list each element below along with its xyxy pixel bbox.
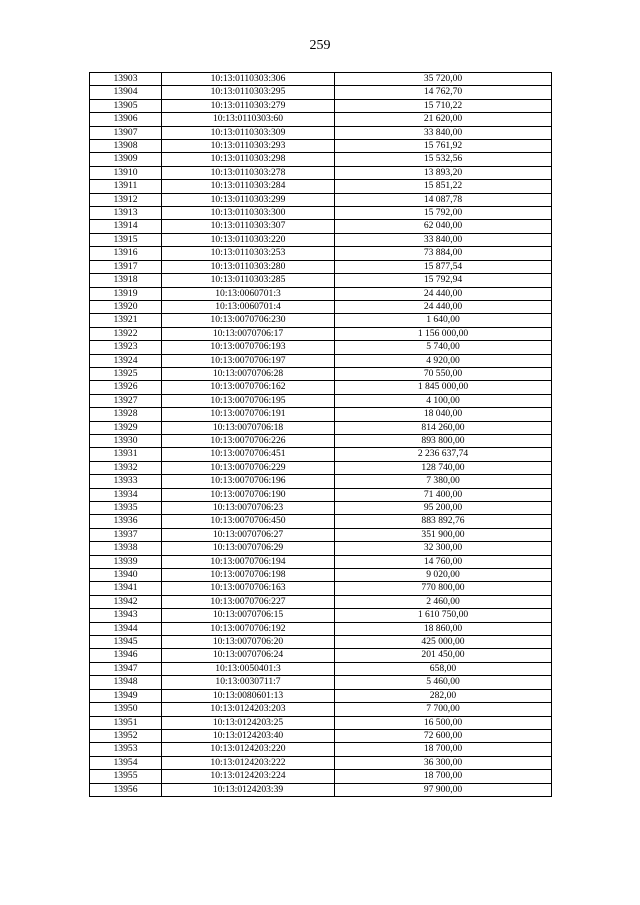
table-row: [90, 86, 552, 99]
value-cell: 15 532,56: [335, 153, 552, 166]
cadastral-number-cell: 10:13:0070706:229: [162, 461, 335, 474]
table-row: [90, 421, 552, 434]
table-row: [90, 99, 552, 112]
value-cell: 770 800,00: [335, 582, 552, 595]
cadastral-number-cell: 10:13:0070706:451: [162, 448, 335, 461]
cadastral-number-cell: 10:13:0070706:196: [162, 475, 335, 488]
table-row: [90, 676, 552, 689]
table-row: [90, 126, 552, 139]
value-cell: 18 040,00: [335, 408, 552, 421]
value-cell: 24 440,00: [335, 287, 552, 300]
row-number-cell: 13903: [90, 73, 162, 86]
cadastral-number-cell: 10:13:0110303:298: [162, 153, 335, 166]
row-number-cell: 13935: [90, 502, 162, 515]
row-number-cell: 13905: [90, 99, 162, 112]
value-cell: 70 550,00: [335, 367, 552, 380]
value-cell: 16 500,00: [335, 716, 552, 729]
row-number-cell: 13941: [90, 582, 162, 595]
value-cell: 1 610 750,00: [335, 609, 552, 622]
cadastral-number-cell: 10:13:0070706:226: [162, 434, 335, 447]
value-cell: 5 460,00: [335, 676, 552, 689]
cadastral-number-cell: 10:13:0070706:15: [162, 609, 335, 622]
row-number-cell: 13955: [90, 770, 162, 783]
table-row: [90, 193, 552, 206]
value-cell: 658,00: [335, 662, 552, 675]
table-row: [90, 381, 552, 394]
value-cell: 7 380,00: [335, 475, 552, 488]
row-number-cell: 13917: [90, 260, 162, 273]
value-cell: 33 840,00: [335, 233, 552, 246]
value-cell: 2 460,00: [335, 595, 552, 608]
value-cell: 201 450,00: [335, 649, 552, 662]
cadastral-number-cell: 10:13:0110303:60: [162, 113, 335, 126]
row-number-cell: 13947: [90, 662, 162, 675]
row-number-cell: 13931: [90, 448, 162, 461]
cadastral-number-cell: 10:13:0110303:220: [162, 233, 335, 246]
cadastral-number-cell: 10:13:0110303:307: [162, 220, 335, 233]
cadastral-number-cell: 10:13:0124203:39: [162, 783, 335, 796]
table-row: [90, 314, 552, 327]
value-cell: 2 236 637,74: [335, 448, 552, 461]
page-number: 259: [309, 38, 331, 53]
table-row: [90, 180, 552, 193]
cadastral-number-cell: 10:13:0070706:450: [162, 515, 335, 528]
value-cell: 4 100,00: [335, 394, 552, 407]
cadastral-number-cell: 10:13:0070706:28: [162, 367, 335, 380]
row-number-cell: 13953: [90, 743, 162, 756]
cadastral-number-cell: 10:13:0070706:195: [162, 394, 335, 407]
cadastral-number-cell: 10:13:0124203:222: [162, 756, 335, 769]
cadastral-number-cell: 10:13:0070706:192: [162, 622, 335, 635]
row-number-cell: 13950: [90, 703, 162, 716]
cadastral-number-cell: 10:13:0070706:18: [162, 421, 335, 434]
cadastral-number-cell: 10:13:0124203:203: [162, 703, 335, 716]
value-cell: 1 156 000,00: [335, 327, 552, 340]
value-cell: 35 720,00: [335, 73, 552, 86]
value-cell: 97 900,00: [335, 783, 552, 796]
value-cell: 13 893,20: [335, 166, 552, 179]
cadastral-number-cell: 10:13:0060701:3: [162, 287, 335, 300]
row-number-cell: 13949: [90, 689, 162, 702]
table-body: [90, 73, 552, 797]
table-row: [90, 649, 552, 662]
value-cell: 95 200,00: [335, 502, 552, 515]
row-number-cell: 13956: [90, 783, 162, 796]
table-row: [90, 233, 552, 246]
table-row: [90, 770, 552, 783]
table-row: [90, 394, 552, 407]
row-number-cell: 13942: [90, 595, 162, 608]
table-row: [90, 341, 552, 354]
value-cell: 62 040,00: [335, 220, 552, 233]
cadastral-number-cell: 10:13:0030711:7: [162, 676, 335, 689]
row-number-cell: 13946: [90, 649, 162, 662]
cadastral-number-cell: 10:13:0060701:4: [162, 300, 335, 313]
cadastral-number-cell: 10:13:0110303:284: [162, 180, 335, 193]
table-row: [90, 287, 552, 300]
table-row: [90, 327, 552, 340]
row-number-cell: 13920: [90, 300, 162, 313]
table-row: [90, 502, 552, 515]
cadastral-number-cell: 10:13:0070706:230: [162, 314, 335, 327]
cadastral-number-cell: 10:13:0070706:197: [162, 354, 335, 367]
value-cell: 72 600,00: [335, 729, 552, 742]
table-row: [90, 595, 552, 608]
row-number-cell: 13916: [90, 247, 162, 260]
row-number-cell: 13948: [90, 676, 162, 689]
table-row: [90, 703, 552, 716]
cadastral-number-cell: 10:13:0070706:29: [162, 542, 335, 555]
row-number-cell: 13922: [90, 327, 162, 340]
table-row: [90, 756, 552, 769]
value-cell: 4 920,00: [335, 354, 552, 367]
value-cell: 883 892,76: [335, 515, 552, 528]
row-number-cell: 13954: [90, 756, 162, 769]
table-row: [90, 448, 552, 461]
value-cell: 15 792,00: [335, 207, 552, 220]
table-row: [90, 354, 552, 367]
table-row: [90, 247, 552, 260]
table-row: [90, 528, 552, 541]
row-number-cell: 13904: [90, 86, 162, 99]
cadastral-number-cell: 10:13:0110303:300: [162, 207, 335, 220]
row-number-cell: 13927: [90, 394, 162, 407]
value-cell: 18 860,00: [335, 622, 552, 635]
value-cell: 14 760,00: [335, 555, 552, 568]
row-number-cell: 13906: [90, 113, 162, 126]
row-number-cell: 13925: [90, 367, 162, 380]
table-row: [90, 555, 552, 568]
value-cell: 14 087,78: [335, 193, 552, 206]
cadastral-number-cell: 10:13:0110303:299: [162, 193, 335, 206]
row-number-cell: 13928: [90, 408, 162, 421]
row-number-cell: 13926: [90, 381, 162, 394]
row-number-cell: 13939: [90, 555, 162, 568]
table-row: [90, 153, 552, 166]
table-row: [90, 716, 552, 729]
row-number-cell: 13918: [90, 274, 162, 287]
table-row: [90, 113, 552, 126]
table-row: [90, 140, 552, 153]
table-row: [90, 220, 552, 233]
table-row: [90, 434, 552, 447]
value-cell: 1 845 000,00: [335, 381, 552, 394]
cadastral-number-cell: 10:13:0110303:309: [162, 126, 335, 139]
table-row: [90, 73, 552, 86]
row-number-cell: 13909: [90, 153, 162, 166]
table-row: [90, 166, 552, 179]
value-cell: 73 884,00: [335, 247, 552, 260]
cadastral-number-cell: 10:13:0124203:224: [162, 770, 335, 783]
cadastral-number-cell: 10:13:0110303:278: [162, 166, 335, 179]
table-row: [90, 689, 552, 702]
value-cell: 24 440,00: [335, 300, 552, 313]
cadastral-number-cell: 10:13:0070706:163: [162, 582, 335, 595]
row-number-cell: 13933: [90, 475, 162, 488]
value-cell: 425 000,00: [335, 636, 552, 649]
cadastral-number-cell: 10:13:0050401:3: [162, 662, 335, 675]
table-row: [90, 274, 552, 287]
table-row: [90, 475, 552, 488]
cadastral-number-cell: 10:13:0110303:280: [162, 260, 335, 273]
cadastral-number-cell: 10:13:0070706:190: [162, 488, 335, 501]
row-number-cell: 13910: [90, 166, 162, 179]
table-row: [90, 260, 552, 273]
row-number-cell: 13912: [90, 193, 162, 206]
row-number-cell: 13923: [90, 341, 162, 354]
cadastral-value-table: [89, 72, 552, 797]
value-cell: 71 400,00: [335, 488, 552, 501]
cadastral-number-cell: 10:13:0110303:253: [162, 247, 335, 260]
table-row: [90, 783, 552, 796]
table-row: [90, 408, 552, 421]
value-cell: 36 300,00: [335, 756, 552, 769]
row-number-cell: 13938: [90, 542, 162, 555]
value-cell: 893 800,00: [335, 434, 552, 447]
table-row: [90, 207, 552, 220]
row-number-cell: 13940: [90, 569, 162, 582]
table-row: [90, 609, 552, 622]
table-row: [90, 488, 552, 501]
row-number-cell: 13943: [90, 609, 162, 622]
cadastral-number-cell: 10:13:0070706:23: [162, 502, 335, 515]
row-number-cell: 13913: [90, 207, 162, 220]
row-number-cell: 13924: [90, 354, 162, 367]
table-row: [90, 300, 552, 313]
value-cell: 15 710,22: [335, 99, 552, 112]
cadastral-number-cell: 10:13:0070706:17: [162, 327, 335, 340]
value-cell: 15 851,22: [335, 180, 552, 193]
cadastral-number-cell: 10:13:0124203:40: [162, 729, 335, 742]
table-row: [90, 622, 552, 635]
value-cell: 15 877,54: [335, 260, 552, 273]
table-row: [90, 461, 552, 474]
cadastral-number-cell: 10:13:0070706:24: [162, 649, 335, 662]
table-row: [90, 542, 552, 555]
cadastral-number-cell: 10:13:0110303:279: [162, 99, 335, 112]
row-number-cell: 13919: [90, 287, 162, 300]
value-cell: 814 260,00: [335, 421, 552, 434]
row-number-cell: 13944: [90, 622, 162, 635]
value-cell: 14 762,70: [335, 86, 552, 99]
row-number-cell: 13932: [90, 461, 162, 474]
value-cell: 15 761,92: [335, 140, 552, 153]
row-number-cell: 13921: [90, 314, 162, 327]
cadastral-number-cell: 10:13:0080601:13: [162, 689, 335, 702]
value-cell: 18 700,00: [335, 770, 552, 783]
cadastral-number-cell: 10:13:0070706:227: [162, 595, 335, 608]
cadastral-number-cell: 10:13:0070706:194: [162, 555, 335, 568]
cadastral-number-cell: 10:13:0070706:191: [162, 408, 335, 421]
cadastral-number-cell: 10:13:0070706:198: [162, 569, 335, 582]
row-number-cell: 13936: [90, 515, 162, 528]
table-row: [90, 569, 552, 582]
value-cell: 18 700,00: [335, 743, 552, 756]
row-number-cell: 13911: [90, 180, 162, 193]
cadastral-number-cell: 10:13:0070706:162: [162, 381, 335, 394]
value-cell: 21 620,00: [335, 113, 552, 126]
cadastral-number-cell: 10:13:0110303:295: [162, 86, 335, 99]
cadastral-number-cell: 10:13:0110303:306: [162, 73, 335, 86]
row-number-cell: 13937: [90, 528, 162, 541]
row-number-cell: 13915: [90, 233, 162, 246]
cadastral-number-cell: 10:13:0070706:20: [162, 636, 335, 649]
row-number-cell: 13934: [90, 488, 162, 501]
cadastral-number-cell: 10:13:0124203:220: [162, 743, 335, 756]
value-cell: 1 640,00: [335, 314, 552, 327]
table-row: [90, 743, 552, 756]
row-number-cell: 13908: [90, 140, 162, 153]
table-row: [90, 729, 552, 742]
row-number-cell: 13914: [90, 220, 162, 233]
value-cell: 5 740,00: [335, 341, 552, 354]
cadastral-number-cell: 10:13:0110303:293: [162, 140, 335, 153]
value-cell: 351 900,00: [335, 528, 552, 541]
value-cell: 7 700,00: [335, 703, 552, 716]
table-row: [90, 636, 552, 649]
cadastral-number-cell: 10:13:0070706:27: [162, 528, 335, 541]
table-row: [90, 367, 552, 380]
table-row: [90, 582, 552, 595]
cadastral-number-cell: 10:13:0070706:193: [162, 341, 335, 354]
value-cell: 9 020,00: [335, 569, 552, 582]
row-number-cell: 13930: [90, 434, 162, 447]
value-cell: 33 840,00: [335, 126, 552, 139]
value-cell: 15 792,94: [335, 274, 552, 287]
row-number-cell: 13945: [90, 636, 162, 649]
value-cell: 128 740,00: [335, 461, 552, 474]
row-number-cell: 13907: [90, 126, 162, 139]
row-number-cell: 13951: [90, 716, 162, 729]
value-cell: 32 300,00: [335, 542, 552, 555]
cadastral-number-cell: 10:13:0110303:285: [162, 274, 335, 287]
row-number-cell: 13952: [90, 729, 162, 742]
cadastral-number-cell: 10:13:0124203:25: [162, 716, 335, 729]
row-number-cell: 13929: [90, 421, 162, 434]
table-row: [90, 515, 552, 528]
table-row: [90, 662, 552, 675]
value-cell: 282,00: [335, 689, 552, 702]
